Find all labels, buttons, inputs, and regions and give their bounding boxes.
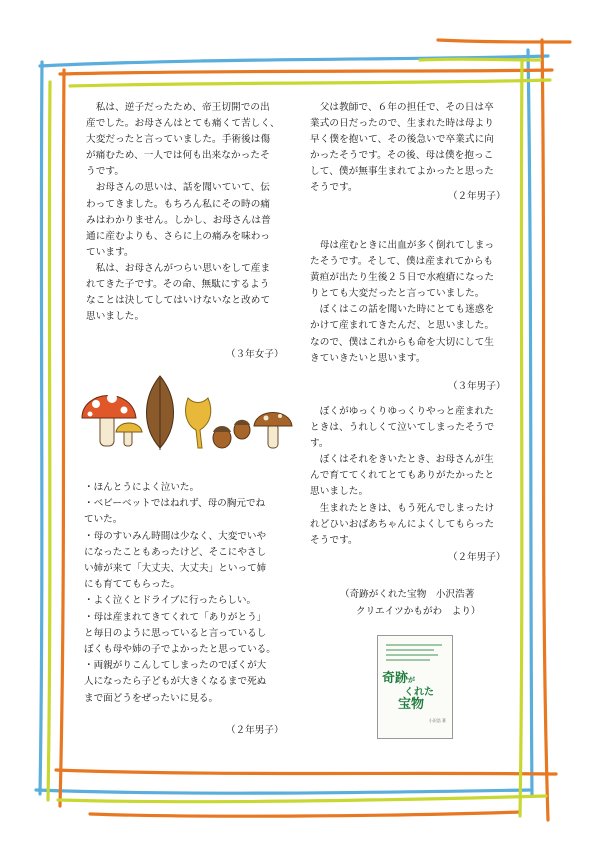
book-title-2: くれた bbox=[404, 687, 434, 698]
source-citation-line-2: クリエイツかもがわ より） bbox=[356, 606, 481, 617]
story-line: 早く僕を抱いて、その後急いで卒業式に向 bbox=[310, 134, 494, 146]
story-line: す。 bbox=[310, 438, 329, 450]
list-item: ていた。 bbox=[84, 514, 123, 526]
story-line: が痛むため、一人では何も出来なかったそ bbox=[86, 150, 270, 162]
story-line: りとても大変だったと言っていました。 bbox=[310, 288, 485, 300]
bullet-list-signature: （２年男子） bbox=[226, 725, 284, 736]
story-line: きていきたいと思います。 bbox=[310, 352, 426, 364]
story-line: みはわかりません。しかし、お母さんは普 bbox=[86, 214, 271, 226]
list-item: 人になったら子どもが大きくなるまで死ぬ bbox=[84, 676, 267, 688]
story-line: なので、僕はこれからも命を大切にして生 bbox=[310, 336, 494, 348]
story-line: 私は、お母さんがつらい思いをして産ま bbox=[86, 262, 271, 274]
small-mushroom-icon bbox=[116, 423, 142, 446]
book-author: 小沢浩 著 bbox=[428, 718, 446, 723]
autumn-mushrooms-leaves-illustration bbox=[76, 368, 302, 454]
list-item: ・母のすいみん時間は少なく、大変でいや bbox=[84, 530, 267, 542]
right-story-3 bbox=[310, 404, 494, 549]
story-line: お母さんの思いは、話を聞いていて、伝 bbox=[86, 182, 270, 194]
brown-mushroom-icon bbox=[254, 413, 292, 449]
story-line: わってきました。もちろん私にその時の痛 bbox=[86, 198, 271, 210]
story-line: ぼくがゆっくりゆっくりやっと産まれた bbox=[310, 406, 494, 417]
story-line: れてきた子です。その命、無駄にするよう bbox=[86, 279, 270, 291]
story-line: なことは決してしてはいけないなと改めて bbox=[86, 295, 271, 307]
story-line: ぼくはそれをきいたとき、お母さんが生 bbox=[310, 454, 494, 466]
right-story-3-signature: （２年男子） bbox=[448, 552, 506, 563]
right-story-2-signature: （３年男子） bbox=[448, 381, 506, 392]
list-item: い姉が来て「大丈夫、大丈夫」といって姉 bbox=[84, 563, 267, 575]
list-item: ぼくも母や姉の子でよかったと思っている。 bbox=[84, 644, 276, 656]
acorn-icon bbox=[213, 420, 250, 448]
list-item: になったこともあったけど、そこにやさし bbox=[84, 546, 267, 558]
story-line: 大変だったと言っていました。手術後は傷 bbox=[86, 134, 271, 146]
story-line: 業式の日だったので、生まれた時は母より bbox=[310, 118, 494, 130]
story-line: そうです。 bbox=[310, 534, 358, 546]
book-title-small: が bbox=[408, 676, 416, 684]
right-story-2 bbox=[310, 238, 494, 367]
story-line: れどひいおばあちゃんによくしてもらった bbox=[310, 518, 495, 530]
story-line: 母は産むときに出血が多く倒れてしまっ bbox=[310, 240, 495, 251]
bullet-list bbox=[84, 480, 276, 707]
story-line: 生まれたときは、もう死んでしまったけ bbox=[310, 502, 495, 514]
story-line: 産でした。お母さんはとても痛くて苦しく、 bbox=[86, 118, 280, 130]
right-story-1-signature: （２年男子） bbox=[448, 191, 506, 202]
book-title bbox=[382, 672, 415, 687]
story-line: かけて産まれてきたんだ、と思いました。 bbox=[310, 320, 495, 332]
left-story-signature: （３年女子） bbox=[226, 349, 284, 360]
story-line: 父は教師で、６年の担任で、その日は卒 bbox=[310, 102, 494, 113]
left-story bbox=[86, 100, 280, 325]
story-line: 思いました。 bbox=[86, 311, 145, 323]
story-line: うです。 bbox=[86, 166, 125, 178]
list-item: ・両親がりこんしてしまったのでぼくが大 bbox=[84, 660, 267, 672]
list-item: まで面どうをぜったいに見る。 bbox=[84, 692, 219, 704]
book-title-1: 奇跡 bbox=[382, 671, 409, 686]
story-line: ています。 bbox=[86, 246, 134, 258]
right-story-1 bbox=[310, 100, 494, 197]
story-line: ぼくはこの話を聞いた時にとても迷惑を bbox=[310, 304, 495, 316]
story-line: して、僕が無事生まれてよかったと思った bbox=[310, 166, 494, 178]
story-line: そうです。 bbox=[310, 182, 358, 194]
story-line: 黄疸が出たり生後２５日で水疱瘡になった bbox=[310, 272, 495, 284]
list-item: にも育ててもらった。 bbox=[84, 579, 180, 591]
list-item: ・ほんとうによく泣いた。 bbox=[84, 482, 200, 493]
source-citation-line-1: （奇跡がくれた宝物 小沢浩著 bbox=[340, 589, 475, 600]
list-item: ・ベビーベットではねれず、母の胸元でね bbox=[84, 498, 266, 510]
list-item: と毎日のように思っていると言っているし bbox=[84, 627, 267, 639]
book-cover-image bbox=[377, 635, 453, 739]
brown-leaf-icon bbox=[147, 376, 174, 450]
story-line: 私は、逆子だったため、帝王切開での出 bbox=[86, 102, 270, 113]
ginkgo-leaf-icon bbox=[186, 398, 211, 448]
story-line: ときは、うれしくて泣いてしまったそうで bbox=[310, 422, 495, 434]
list-item: ・母は産まれてきてくれて「ありがとう」 bbox=[84, 611, 267, 623]
list-item: ・よく泣くとドライブに行ったらしい。 bbox=[84, 595, 257, 607]
book-title-3: 宝物 bbox=[398, 697, 425, 712]
story-line: たそうです。そして、僕は産まれてからも bbox=[310, 256, 494, 268]
story-line: 思いました。 bbox=[310, 486, 369, 498]
story-line: 通に産むよりも、さらに上の痛みを味わっ bbox=[86, 230, 271, 242]
story-line: んで育ててくれてとてもありがたかったと bbox=[310, 470, 495, 482]
story-line: かったそうです。その後、母は僕を抱っこ bbox=[310, 150, 494, 162]
